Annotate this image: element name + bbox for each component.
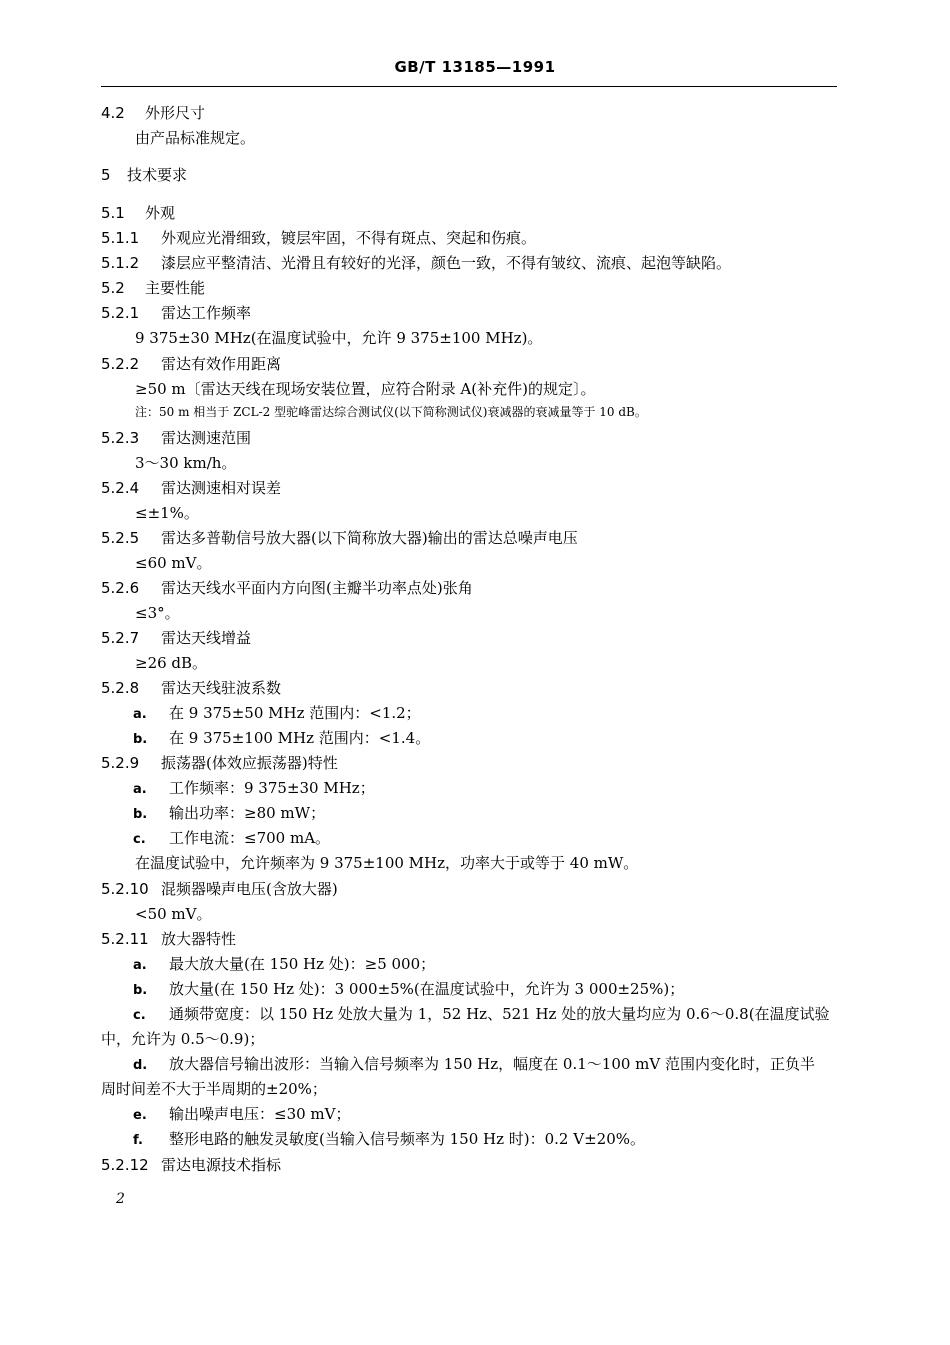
section-title: 放大器特性	[161, 930, 237, 948]
section-title: 混频器噪声电压(含放大器)	[161, 880, 338, 898]
section-number: 4.2	[101, 104, 125, 122]
list-item	[133, 979, 684, 1001]
item-text: 在 9 375±50 MHz 范围内：<1.2；	[169, 704, 421, 722]
section-number: 5.2.9	[101, 754, 140, 772]
section-title: 雷达工作频率	[161, 304, 252, 322]
item-text: 最大放大量(在 150 Hz 处)：≥5 000；	[169, 955, 436, 973]
item-label: b.	[133, 807, 148, 822]
section-title: 雷达天线驻波系数	[161, 679, 282, 697]
note: 注：50 m 相当于 ZCL-2 型驼峰雷达综合测试仪(以下简称测试仪)衰减器的衰减量等于 10 dB。	[135, 405, 647, 419]
item-label: f.	[133, 1133, 143, 1148]
item-label: c.	[133, 1008, 146, 1023]
list-item	[133, 1104, 350, 1126]
item-label: a.	[133, 958, 147, 973]
section-5-2-9-heading	[101, 753, 338, 773]
item-label: e.	[133, 1108, 147, 1123]
spec-value: ≤±1%。	[135, 504, 199, 522]
section-title: 外观	[145, 204, 176, 222]
item-text: 放大器信号输出波形：当输入信号频率为 150 Hz，幅度在 0.1～100 mV 范围内变化时，正负半	[169, 1055, 815, 1073]
section-title: 振荡器(体效应振荡器)特性	[161, 754, 338, 772]
list-item	[133, 703, 421, 725]
item-text: 放大量(在 150 Hz 处)：3 000±5%(在温度试验中，允许为 3 000±25%)；	[169, 980, 685, 998]
section-number: 5.2.5	[101, 529, 140, 547]
list-item-continuation: 周时间差不大于半周期的±20%；	[101, 1080, 327, 1098]
section-text: 外观应光滑细致，镀层牢固，不得有斑点、突起和伤痕。	[161, 229, 537, 247]
paragraph: 在温度试验中，允许频率为 9 375±100 MHz，功率大于或等于 40 mW。	[135, 854, 639, 872]
spec-value: ≥50 m〔雷达天线在现场安装位置，应符合附录 A(补充件)的规定〕。	[135, 380, 596, 398]
spec-value: 3～30 km/h。	[135, 454, 237, 472]
section-number: 5.2.11	[101, 930, 149, 948]
section-5-2-2-heading	[101, 354, 281, 374]
section-title: 雷达天线增益	[161, 629, 252, 647]
item-text: 输出噪声电压：≤30 mV；	[169, 1105, 351, 1123]
section-number: 5.2.2	[101, 355, 140, 373]
spec-value: 9 375±30 MHz(在温度试验中，允许 9 375±100 MHz)。	[135, 329, 543, 347]
section-number: 5.2.3	[101, 429, 140, 447]
section-title: 雷达有效作用距离	[161, 355, 282, 373]
item-text: 通频带宽度：以 150 Hz 处放大量为 1，52 Hz、521 Hz 处的放大量均应为 0.6～0.8(在温度试验	[169, 1005, 830, 1023]
section-title: 外形尺寸	[145, 104, 206, 122]
item-text: 工作频率：9 375±30 MHz；	[169, 779, 375, 797]
section-number: 5.1	[101, 204, 125, 222]
section-number: 5.2.7	[101, 629, 140, 647]
header-rule	[101, 86, 837, 87]
spec-value: ≤60 mV。	[135, 554, 212, 572]
item-label: d.	[133, 1058, 148, 1073]
section-number: 5.1.2	[101, 254, 140, 272]
section-5-2-3-heading	[101, 428, 251, 448]
section-5-2-heading	[101, 278, 205, 298]
section-5-2-7-heading	[101, 628, 251, 648]
section-5-2-4-heading	[101, 478, 281, 498]
item-text: 输出功率：≥80 mW；	[169, 804, 326, 822]
list-item	[133, 1004, 830, 1026]
section-5-2-10-heading	[101, 879, 338, 899]
section-number: 5.2.6	[101, 579, 140, 597]
section-5-1-1	[101, 228, 536, 248]
list-item	[133, 1054, 815, 1076]
list-item	[133, 728, 430, 750]
section-5-1-heading	[101, 203, 175, 223]
section-4-2-heading	[101, 103, 205, 123]
spec-value: ≤3°。	[135, 604, 180, 622]
item-text: 工作电流：≤700 mA。	[169, 829, 331, 847]
section-5-2-8-heading	[101, 678, 281, 698]
section-number: 5.2.10	[101, 880, 149, 898]
section-title: 雷达天线水平面内方向图(主瓣半功率点处)张角	[161, 579, 473, 597]
section-number: 5.1.1	[101, 229, 140, 247]
section-number: 5.2	[101, 279, 125, 297]
section-5-2-11-heading	[101, 929, 236, 949]
page-number: 2	[116, 1191, 125, 1207]
section-5-2-1-heading	[101, 303, 251, 323]
list-item	[133, 1129, 645, 1151]
section-number: 5.2.1	[101, 304, 140, 322]
item-label: a.	[133, 782, 147, 797]
section-title: 雷达测速相对误差	[161, 479, 282, 497]
section-title: 雷达电源技术指标	[161, 1156, 282, 1174]
item-label: b.	[133, 732, 148, 747]
section-5-1-2	[101, 253, 731, 273]
item-label: a.	[133, 707, 147, 722]
section-title: 技术要求	[127, 166, 188, 184]
section-title: 雷达测速范围	[161, 429, 252, 447]
section-5-2-5-heading	[101, 528, 578, 548]
section-title: 雷达多普勒信号放大器(以下简称放大器)输出的雷达总噪声电压	[161, 529, 578, 547]
list-item	[133, 954, 435, 976]
section-title: 主要性能	[145, 279, 206, 297]
item-text: 整形电路的触发灵敏度(当输入信号频率为 150 Hz 时)：0.2 V±20%。	[169, 1130, 645, 1148]
section-number: 5.2.8	[101, 679, 140, 697]
list-item-continuation: 中，允许为 0.5～0.9)；	[101, 1030, 265, 1048]
paragraph: 由产品标准规定。	[135, 129, 256, 147]
spec-value: ≥26 dB。	[135, 654, 208, 672]
section-5-2-6-heading	[101, 578, 473, 598]
spec-value: <50 mV。	[135, 905, 212, 923]
section-number: 5.2.12	[101, 1156, 149, 1174]
section-text: 漆层应平整清洁、光滑且有较好的光泽，颜色一致，不得有皱纹、流痕、起泡等缺陷。	[161, 254, 732, 272]
section-5-heading	[101, 165, 187, 185]
section-number: 5.2.4	[101, 479, 140, 497]
page-header: GB/T 13185—1991	[394, 58, 556, 76]
list-item	[133, 778, 375, 800]
section-number: 5	[101, 166, 111, 184]
item-text: 在 9 375±100 MHz 范围内：<1.4。	[169, 729, 431, 747]
list-item	[133, 803, 325, 825]
section-5-2-12-heading	[101, 1155, 281, 1175]
item-label: b.	[133, 983, 148, 998]
list-item	[133, 828, 330, 850]
item-label: c.	[133, 832, 146, 847]
